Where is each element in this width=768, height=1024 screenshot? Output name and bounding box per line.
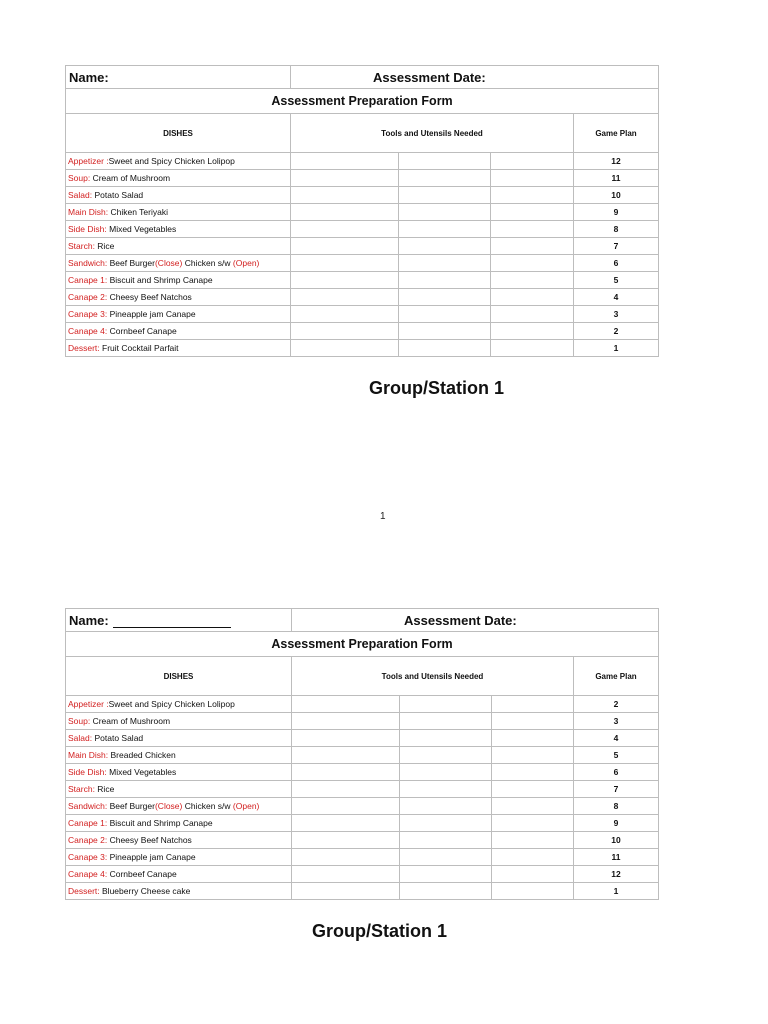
dish-category-label: Canape 1: — [68, 275, 110, 285]
dish-cell — [66, 272, 291, 289]
dish-category-label: Canape 3: — [68, 309, 110, 319]
tools-cell[interactable] — [399, 289, 491, 306]
dish-name: Cornbeef Canape — [109, 326, 177, 336]
tools-cell[interactable] — [291, 272, 399, 289]
tools-cell[interactable] — [400, 781, 492, 798]
tools-cell[interactable] — [291, 170, 399, 187]
table-row — [66, 255, 659, 272]
assessment-form-1 — [65, 65, 659, 357]
dish-cell — [66, 696, 292, 713]
tools-cell[interactable] — [491, 340, 574, 357]
game-plan-cell: 8 — [574, 798, 659, 815]
tools-cell[interactable] — [492, 832, 574, 849]
dish-name: Sweet and Spicy Chicken Lolipop — [108, 699, 235, 709]
game-plan-cell: 1 — [574, 340, 659, 357]
dish-category-label: (Close) — [154, 801, 183, 811]
game-plan-cell: 11 — [574, 170, 659, 187]
tools-cell[interactable] — [491, 221, 574, 238]
dish-category-label: Main Dish: — [68, 750, 111, 760]
dish-name: Fruit Cocktail Parfait — [102, 343, 179, 353]
dish-name: Chicken s/w — [182, 801, 233, 811]
table-row — [66, 238, 659, 255]
table-row — [66, 289, 659, 306]
station-label: Group/Station 1 — [312, 921, 447, 941]
tools-cell[interactable] — [291, 340, 399, 357]
game-plan-cell: 7 — [574, 238, 659, 255]
tools-cell[interactable] — [492, 883, 574, 900]
table-row — [66, 883, 659, 900]
table-row — [66, 781, 659, 798]
tools-cell[interactable] — [492, 747, 574, 764]
game-plan-cell: 2 — [574, 323, 659, 340]
game-plan-cell: 6 — [574, 764, 659, 781]
tools-cell[interactable] — [399, 221, 491, 238]
table-row — [66, 764, 659, 781]
tools-cell[interactable] — [400, 815, 492, 832]
game-plan-cell: 6 — [574, 255, 659, 272]
tools-cell[interactable] — [492, 849, 574, 866]
tools-cell[interactable] — [399, 238, 491, 255]
tools-cell[interactable] — [492, 713, 574, 730]
dish-name: Blueberry Cheese cake — [102, 886, 191, 896]
column-header-tools: Tools and Utensils Needed — [291, 114, 574, 153]
tools-cell[interactable] — [399, 170, 491, 187]
dish-category-label: Appetizer : — [68, 156, 109, 166]
dish-cell — [66, 340, 291, 357]
game-plan-cell: 1 — [574, 883, 659, 900]
tools-cell[interactable] — [292, 849, 400, 866]
tools-cell[interactable] — [291, 255, 399, 272]
game-plan-cell: 3 — [574, 306, 659, 323]
table-row — [66, 306, 659, 323]
table-row — [66, 815, 659, 832]
game-plan-cell: 7 — [574, 781, 659, 798]
dish-name: Cornbeef Canape — [109, 869, 177, 879]
tools-cell[interactable] — [400, 798, 492, 815]
dish-category-label: Soup: — [68, 173, 93, 183]
tools-cell[interactable] — [492, 730, 574, 747]
game-plan-cell: 12 — [574, 866, 659, 883]
dish-category-label: Canape 1: — [68, 818, 110, 828]
column-header-dishes: DISHES — [66, 114, 291, 153]
dish-category-label: Canape 4: — [68, 326, 110, 336]
dish-category-label: Canape 2: — [68, 292, 110, 302]
game-plan-cell: 4 — [574, 289, 659, 306]
game-plan-cell: 9 — [574, 204, 659, 221]
tools-cell[interactable] — [491, 306, 574, 323]
game-plan-cell: 5 — [574, 272, 659, 289]
game-plan-cell: 9 — [574, 815, 659, 832]
dish-category-label: Sandwich: — [68, 801, 110, 811]
table-row — [66, 272, 659, 289]
tools-cell[interactable] — [292, 764, 400, 781]
tools-cell[interactable] — [491, 170, 574, 187]
tools-cell[interactable] — [291, 306, 399, 323]
dish-name: Chiken Teriyaki — [110, 207, 168, 217]
tools-cell[interactable] — [400, 730, 492, 747]
tools-cell[interactable] — [491, 204, 574, 221]
dish-cell — [66, 781, 292, 798]
column-header-game-plan: Game Plan — [574, 657, 659, 696]
dish-cell — [66, 883, 292, 900]
dish-category-label: (Open) — [232, 801, 260, 811]
table-row — [66, 713, 659, 730]
dish-rows — [66, 153, 659, 357]
table-row — [66, 730, 659, 747]
dish-name: Rice — [97, 241, 115, 251]
tools-cell[interactable] — [492, 815, 574, 832]
dish-cell — [66, 747, 292, 764]
form-title: Assessment Preparation Form — [66, 89, 659, 114]
dish-name: Potato Salad — [94, 733, 144, 743]
tools-cell[interactable] — [400, 713, 492, 730]
table-row — [66, 204, 659, 221]
dish-cell — [66, 170, 291, 187]
tools-cell[interactable] — [399, 255, 491, 272]
dish-name: Pineapple jam Canape — [109, 309, 196, 319]
dish-category-label: Main Dish: — [68, 207, 111, 217]
tools-cell[interactable] — [292, 815, 400, 832]
dish-cell — [66, 221, 291, 238]
tools-cell[interactable] — [400, 747, 492, 764]
column-header-tools: Tools and Utensils Needed — [292, 657, 574, 696]
dish-category-label: Canape 2: — [68, 835, 110, 845]
tools-cell[interactable] — [291, 323, 399, 340]
table-row — [66, 221, 659, 238]
tools-cell[interactable] — [292, 798, 400, 815]
name-blank-line[interactable] — [113, 615, 231, 628]
dish-cell — [66, 306, 291, 323]
tools-cell[interactable] — [491, 255, 574, 272]
tools-cell[interactable] — [292, 883, 400, 900]
dish-category-label: Starch: — [68, 784, 98, 794]
tools-cell[interactable] — [291, 153, 399, 170]
tools-cell[interactable] — [491, 238, 574, 255]
table-row — [66, 696, 659, 713]
assessment-date-label: Assessment Date: — [292, 609, 659, 632]
dish-category-label: Appetizer : — [68, 699, 109, 709]
tools-cell[interactable] — [492, 764, 574, 781]
dish-category-label: Salad: — [68, 733, 95, 743]
tools-cell[interactable] — [399, 153, 491, 170]
tools-cell[interactable] — [292, 781, 400, 798]
dish-rows — [66, 696, 659, 900]
dish-name: Mixed Vegetables — [109, 767, 177, 777]
table-row — [66, 170, 659, 187]
dish-name: Biscuit and Shrimp Canape — [109, 818, 213, 828]
dish-cell — [66, 832, 292, 849]
tools-cell[interactable] — [399, 306, 491, 323]
tools-cell[interactable] — [491, 323, 574, 340]
table-row — [66, 849, 659, 866]
dish-category-label: Starch: — [68, 241, 98, 251]
page-number: 1 — [380, 511, 386, 522]
dish-category-label: Canape 3: — [68, 852, 110, 862]
dish-cell — [66, 153, 291, 170]
tools-cell[interactable] — [292, 747, 400, 764]
tools-cell[interactable] — [491, 187, 574, 204]
table-row — [66, 153, 659, 170]
dish-category-label: Dessert: — [68, 886, 103, 896]
tools-cell[interactable] — [292, 713, 400, 730]
tools-cell[interactable] — [291, 238, 399, 255]
dish-name: Cream of Mushroom — [92, 173, 171, 183]
game-plan-cell: 2 — [574, 696, 659, 713]
dish-name: Sweet and Spicy Chicken Lolipop — [108, 156, 235, 166]
game-plan-cell: 4 — [574, 730, 659, 747]
tools-cell[interactable] — [291, 204, 399, 221]
tools-cell[interactable] — [492, 866, 574, 883]
dish-category-label: (Open) — [232, 258, 260, 268]
dish-cell — [66, 849, 292, 866]
tools-cell[interactable] — [491, 289, 574, 306]
dish-name: Breaded Chicken — [110, 750, 176, 760]
dish-cell — [66, 815, 292, 832]
dish-category-label: (Close) — [154, 258, 183, 268]
name-label: Name: — [66, 66, 291, 89]
tools-cell[interactable] — [492, 781, 574, 798]
table-row — [66, 866, 659, 883]
dish-name: Chicken s/w — [182, 258, 233, 268]
dish-category-label: Sandwich: — [68, 258, 110, 268]
form-title: Assessment Preparation Form — [66, 632, 659, 657]
dish-cell — [66, 713, 292, 730]
dish-category-label: Soup: — [68, 716, 93, 726]
game-plan-cell: 12 — [574, 153, 659, 170]
tools-cell[interactable] — [400, 883, 492, 900]
tools-cell[interactable] — [400, 832, 492, 849]
dish-name: Biscuit and Shrimp Canape — [109, 275, 213, 285]
dish-category-label: Dessert: — [68, 343, 103, 353]
dish-name: Cheesy Beef Natchos — [109, 835, 192, 845]
game-plan-cell: 5 — [574, 747, 659, 764]
dish-name: Rice — [97, 784, 115, 794]
tools-cell[interactable] — [400, 696, 492, 713]
table-row — [66, 832, 659, 849]
tools-cell[interactable] — [291, 187, 399, 204]
tools-cell[interactable] — [400, 764, 492, 781]
tools-cell[interactable] — [291, 221, 399, 238]
game-plan-cell: 8 — [574, 221, 659, 238]
dish-category-label: Side Dish: — [68, 224, 110, 234]
dish-category-label: Salad: — [68, 190, 95, 200]
tools-cell[interactable] — [291, 289, 399, 306]
tools-cell[interactable] — [492, 798, 574, 815]
dish-cell — [66, 289, 291, 306]
dish-name: Pineapple jam Canape — [109, 852, 196, 862]
dish-category-label: Side Dish: — [68, 767, 110, 777]
tools-cell[interactable] — [400, 866, 492, 883]
dish-name: Beef Burger — [109, 801, 155, 811]
dish-name: Mixed Vegetables — [109, 224, 177, 234]
tools-cell[interactable] — [399, 340, 491, 357]
tools-cell[interactable] — [399, 323, 491, 340]
table-row — [66, 798, 659, 815]
game-plan-cell: 10 — [574, 187, 659, 204]
assessment-form-2 — [65, 608, 659, 900]
dish-name: Cream of Mushroom — [92, 716, 171, 726]
game-plan-cell: 11 — [574, 849, 659, 866]
column-header-dishes: DISHES — [66, 657, 292, 696]
dish-cell — [66, 764, 292, 781]
dish-category-label: Canape 4: — [68, 869, 110, 879]
station-label: Group/Station 1 — [369, 378, 504, 398]
tools-cell[interactable] — [399, 187, 491, 204]
dish-name: Potato Salad — [94, 190, 144, 200]
dish-cell — [66, 798, 292, 815]
dish-cell — [66, 323, 291, 340]
name-label-text: Name: — [69, 612, 109, 628]
table-row — [66, 187, 659, 204]
tools-cell[interactable] — [292, 730, 400, 747]
dish-cell — [66, 730, 292, 747]
tools-cell[interactable] — [492, 696, 574, 713]
dish-cell — [66, 255, 291, 272]
column-header-game-plan: Game Plan — [574, 114, 659, 153]
tools-cell[interactable] — [491, 153, 574, 170]
tools-cell[interactable] — [399, 272, 491, 289]
tools-cell[interactable] — [292, 696, 400, 713]
dish-cell — [66, 204, 291, 221]
game-plan-cell: 10 — [574, 832, 659, 849]
dish-name: Cheesy Beef Natchos — [109, 292, 192, 302]
dish-cell — [66, 187, 291, 204]
dish-cell — [66, 866, 292, 883]
tools-cell[interactable] — [292, 832, 400, 849]
assessment-date-label: Assessment Date: — [291, 66, 659, 89]
dish-name: Beef Burger — [109, 258, 155, 268]
tools-cell[interactable] — [491, 272, 574, 289]
dish-cell — [66, 238, 291, 255]
table-row — [66, 323, 659, 340]
name-label — [66, 609, 292, 632]
game-plan-cell: 3 — [574, 713, 659, 730]
tools-cell[interactable] — [400, 849, 492, 866]
tools-cell[interactable] — [292, 866, 400, 883]
tools-cell[interactable] — [399, 204, 491, 221]
table-row — [66, 747, 659, 764]
table-row — [66, 340, 659, 357]
